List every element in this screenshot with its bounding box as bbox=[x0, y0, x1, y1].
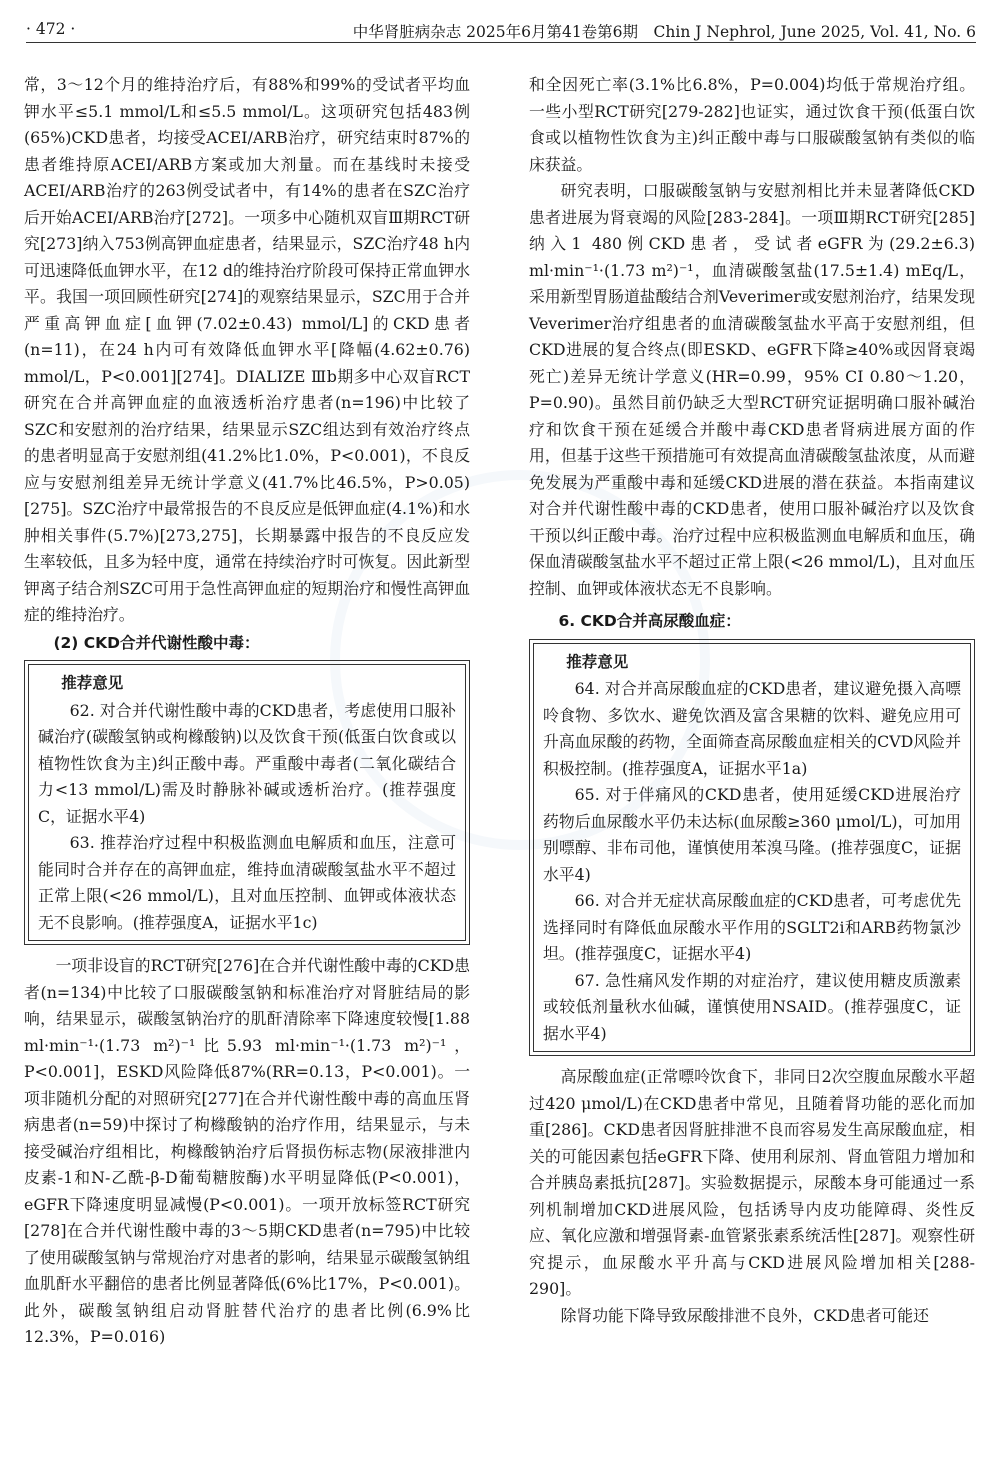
section-heading-metabolic-acidosis: (2) CKD合并代谢性酸中毒： bbox=[53, 633, 260, 652]
recommendation-63: 63. 推荐治疗过程中积极监测血电解质和血压，注意可能同时合并存在的高钾血症，维持血清碳酸氢盐水平不超过正常上限(<26 mmol/L)，且对血压控制、血钾或体液状态无不良影响。(推荐强度A，证据水平1c) bbox=[38, 833, 456, 932]
recommendation-box-acidosis bbox=[24, 660, 470, 945]
page-number: · 472 · bbox=[26, 20, 76, 38]
journal-citation: 中华肾脏病杂志 2025年6月第41卷第6期 Chin J Nephrol, June 2025, Vol. 41, No. 6 bbox=[352, 23, 976, 41]
left-column bbox=[24, 72, 470, 1351]
recommendation-62: 62. 对合并代谢性酸中毒的CKD患者，考虑使用口服补碱治疗(碳酸氢钠或枸橼酸钠)以及饮食干预(低蛋白饮食或以植物性饮食为主)纠正酸中毒。严重酸中毒者(二氧化碳结合力<13 mmol/L)需及时静脉补碱或透析治疗。(推荐强度C，证据水平4) bbox=[38, 700, 456, 826]
recommendation-box-hyperuricemia bbox=[529, 639, 975, 1057]
recommendation-65: 65. 对于伴痛风的CKD患者，使用延缓CKD进展治疗药物后血尿酸水平仍未达标(血尿酸≥360 μmol/L)，可加用别嘌醇、非布司他，谨慎使用苯溴马隆。(推荐强度C，证据水平4) bbox=[543, 785, 961, 884]
recommendation-title: 推荐意见 bbox=[566, 652, 629, 671]
recommendation-66: 66. 对合并无症状高尿酸血症的CKD患者，可考虑优先选择同时有降低血尿酸水平作用的SGLT2i和ARB药物氯沙坦。(推荐强度C，证据水平4) bbox=[543, 891, 961, 963]
recommendation-67: 67. 急性痛风发作期的对症治疗，建议使用糖皮质激素或较低剂量秋水仙碱，谨慎使用NSAID。(推荐强度C，证据水平4) bbox=[543, 970, 961, 1043]
paragraph-uric-acid-excretion: 除肾功能下降导致尿酸排泄不良外，CKD患者可能还 bbox=[560, 1305, 929, 1325]
paragraph-mortality-continuation: 和全因死亡率(3.1%比6.8%，P=0.004)均低于常规治疗组。一些小型RCT研究[279-282]也证实，通过饮食干预(低蛋白饮食或以植物性饮食为主)纠正酸中毒与口服碳酸氢钠有类似的临床获益。 bbox=[529, 75, 975, 174]
recommendation-title: 推荐意见 bbox=[61, 674, 124, 692]
right-column bbox=[529, 72, 975, 1329]
recommendation-64: 64. 对合并高尿酸血症的CKD患者，建议避免摄入高嘌呤食物、多饮水、避免饮酒及富含果糖的饮料、避免应用可升高血尿酸的药物，全面筛查高尿酸血症相关的CVD风险并积极控制。(推荐强度A，证据水平1a) bbox=[543, 679, 961, 778]
section-heading-hyperuricemia: 6. CKD合并高尿酸血症： bbox=[558, 612, 741, 630]
paragraph-szc-results: 常，3～12个月的维持治疗后，有88%和99%的受试者平均血钾水平≤5.1 mmol/L和≤5.5 mmol/L。这项研究包括483例(65%)CKD患者，均接受ACEI/ARB治疗，研究结束时87%的患者维持原ACEI/ARB方案或加大剂量。而在基线时未接受ACEI/ARB治疗的263例受试者中，有14%的患者在SZC治疗后开始ACEI/ARB治疗[272]。一项多中心随机双盲Ⅲ期RCT研究[273]纳入753例高钾血症患者，结果显示，SZC治疗48 h内可迅速降低血钾水平，在12 d的维持治疗阶段可保持正常血钾水平。我国一项回顾性研究[274]的观察结果显示，SZC用于合并严重高钾血症[血钾(7.02±0.43) mmol/L]的CKD患者(n=11)，在24 h内可有效降低血钾水平[降幅(4.62±0.76) mmol/L，P<0.001][274]。DIALIZE Ⅲb期多中心双盲RCT研究在合并高钾血症的血液透析治疗患者(n=196)中比较了SZC和安慰剂的治疗结果，结果显示SZC组达到有效治疗终点的患者明显高于安慰剂组(41.2%比1.0%，P<0.001)，不良反应与安慰剂组差异无统计学意义(41.7%比46.5%，P>0.05)[275]。SZC治疗中最常报告的不良反应是低钾血症(4.1%)和水肿相关事件(5.7%)[273,275]，长期暴露中报告的不良反应发生率较低，且多为轻中度，通常在持续治疗时可恢复。因此新型钾离子结合剂SZC可用于急性高钾血症的短期治疗和慢性高钾血症的维持治疗。 bbox=[24, 75, 470, 624]
paragraph-veverimer-study: 研究表明，口服碳酸氢钠与安慰剂相比并未显著降低CKD患者进展为肾衰竭的风险[283-284]。一项Ⅲ期RCT研究[285]纳入1 480例CKD患者，受试者eGFR为(29.2±6.3) ml·min⁻¹·(1.73 m²)⁻¹，血清碳酸氢盐(17.5±1.4) mEq/L，采用新型胃肠道盐酸结合剂Veverimer或安慰剂治疗，结果发现Veverimer治疗组患者的血清碳酸氢盐水平高于安慰剂组，但CKD进展的复合终点(即ESKD、eGFR下降≥40%或因肾衰竭死亡)差异无统计学意义(HR=0.99，95% CI 0.80～1.20，P=0.90)。虽然目前仍缺乏大型RCT研究证据明确口服补碱治疗和饮食干预在延缓合并酸中毒CKD患者肾病进展方面的作用，但基于这些干预措施可有效提高血清碳酸氢盐浓度，从而避免发展为严重酸中毒和延缓CKD进展的潜在获益。本指南建议对合并代谢性酸中毒的CKD患者，使用口服补碱治疗以及饮食干预以纠正酸中毒。治疗过程中应积极监测血电解质和血压，确保血清碳酸氢盐水平不超过正常上限(<26 mmol/L)，且对血压控制、血钾或体液状态无不良影响。 bbox=[529, 181, 975, 598]
paragraph-bicarbonate-trials: 一项非设盲的RCT研究[276]在合并代谢性酸中毒的CKD患者(n=134)中比较了口服碳酸氢钠和标准治疗对肾脏结局的影响，结果显示，碳酸氢钠治疗的肌酐清除率下降速度较慢[1.88 ml·min⁻¹·(1.73 m²)⁻¹比5.93 ml·min⁻¹·(1.73 m²)⁻¹，P<0.001]，ESKD风险降低87%(RR=0.13，P<0.001)。一项非随机分配的对照研究[277]在合并代谢性酸中毒的高血压肾病患者(n=59)中探讨了枸橼酸钠的治疗作用，结果显示，与未接受碱治疗组相比，枸橼酸钠治疗后肾损伤标志物(尿液排泄内皮素-1和N-乙酰-β-D葡萄糖胺酶)水平明显降低(P<0.001)，eGFR下降速度明显减慢(P<0.001)。一项开放标签RCT研究[278]在合并代谢性酸中毒的3～5期CKD患者(n=795)中比较了使用碳酸氢钠与常规治疗对患者的影响，结果显示碳酸氢钠组血肌酐水平翻倍的患者比例显著降低(6%比17%，P<0.001)。此外，碳酸氢钠组启动肾脏替代治疗的患者比例(6.9%比12.3%，P=0.016) bbox=[24, 956, 470, 1346]
running-header bbox=[26, 16, 976, 43]
paragraph-hyperuricemia-definition: 高尿酸血症(正常嘌呤饮食下，非同日2次空腹血尿酸水平超过420 μmol/L)在CKD患者中常见，且随着肾功能的恶化而加重[286]。CKD患者因肾脏排泄不良而容易发生高尿酸血症，相关的可能因素包括eGFR下降、使用利尿剂、肾血管阻力增加和合并胰岛素抵抗[287]。实验数据提示，尿酸本身可能通过一系列机制增加CKD进展风险，包括诱导内皮功能障碍、炎性反应、氧化应激和增强肾素-血管紧张素系统活性[287]。观察性研究提示，血尿酸水平升高与CKD进展风险增加相关[288-290]。 bbox=[529, 1067, 975, 1298]
